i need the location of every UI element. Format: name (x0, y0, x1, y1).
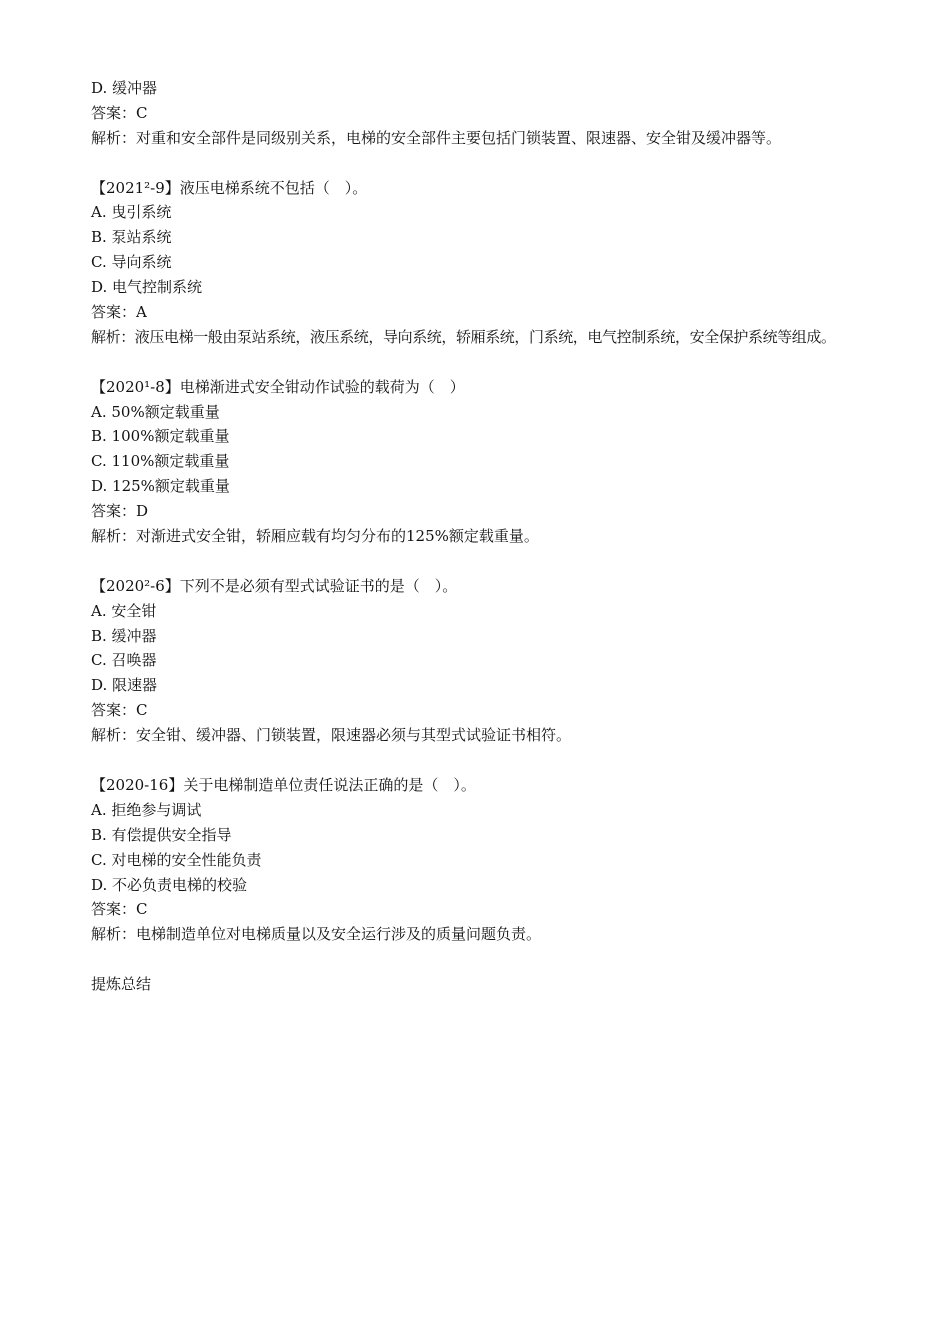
answer: 答案：D (91, 502, 149, 521)
option-d: D. 限速器 (91, 676, 158, 695)
answer: 答案：C (91, 900, 148, 919)
option-a: A. 50%额定载重量 (91, 402, 220, 421)
option-c: C. 导向系统 (91, 253, 172, 272)
spacer (91, 947, 911, 972)
spacer (91, 549, 911, 574)
question-block (91, 773, 911, 947)
option-a: A. 拒绝参与调试 (91, 800, 202, 819)
explanation: 解析：电梯制造单位对电梯质量以及安全运行涉及的质量问题负责。 (91, 925, 542, 944)
question-stem: 【2021²-9】液压电梯系统不包括（ ）。 (91, 178, 368, 197)
question-stem: 【2020¹-8】电梯渐进式安全钳动作试验的载荷为（ ） (91, 377, 465, 396)
option-d: D. 电气控制系统 (91, 278, 203, 297)
spacer (91, 151, 911, 176)
answer: 答案：A (91, 303, 147, 322)
option-b: B. 100%额定载重量 (91, 427, 230, 446)
option-b: B. 有偿提供安全指导 (91, 825, 232, 844)
question-block (91, 375, 911, 549)
option-a: A. 安全钳 (91, 601, 157, 620)
question-stem: 【2020-16】关于电梯制造单位责任说法正确的是（ ）。 (91, 775, 476, 794)
option-d: D. 不必负责电梯的校验 (91, 875, 248, 894)
document-page (91, 76, 911, 997)
option-d: D. 缓冲器 (91, 79, 158, 97)
explanation: 解析：对重和安全部件是同级别关系，电梯的安全部件主要包括门锁装置、限速器、安全钳及缓冲器等。 (91, 128, 782, 147)
option-c: C. 110%额定载重量 (91, 452, 230, 471)
option-d: D. 125%额定载重量 (91, 477, 230, 496)
question-stem: 【2020²-6】下列不是必须有型式试验证书的是（ ）。 (91, 576, 458, 595)
question-block (91, 574, 911, 748)
spacer (91, 748, 911, 773)
explanation: 解析：液压电梯一般由泵站系统，液压系统，导向系统，轿厢系统，门系统，电气控制系统，安全保护系统等组成。 (91, 327, 836, 346)
option-b: B. 泵站系统 (91, 228, 172, 247)
explanation: 解析：对渐进式安全钳，轿厢应载有均匀分布的125%额定载重量。 (91, 527, 539, 546)
answer: 答案：C (91, 103, 148, 122)
option-c: C. 召唤器 (91, 651, 157, 670)
option-b: B. 缓冲器 (91, 626, 157, 645)
answer: 答案：C (91, 701, 148, 720)
section-heading-summary: 提炼总结 (91, 975, 152, 994)
option-a: A. 曳引系统 (91, 203, 172, 222)
spacer (91, 350, 911, 375)
question-block (91, 176, 911, 350)
explanation: 解析：安全钳、缓冲器、门锁装置，限速器必须与其型式试验证书相符。 (91, 726, 572, 745)
option-c: C. 对电梯的安全性能负责 (91, 850, 262, 869)
intro-block (91, 76, 911, 151)
